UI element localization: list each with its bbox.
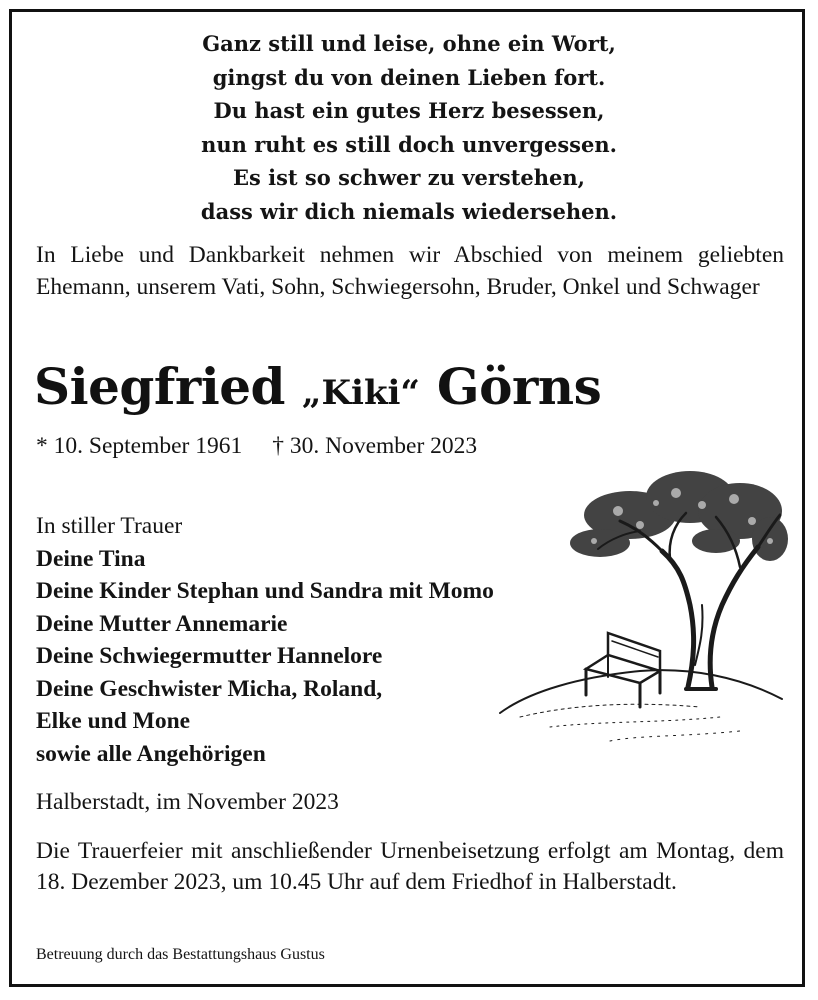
poem-line: Ganz still und leise, ohne ein Wort, <box>202 31 616 56</box>
poem-line: gingst du von deinen Lieben fort. <box>212 64 606 90</box>
mourner-line: sowie alle Angehörigen <box>36 740 266 767</box>
mourner-line: Deine Kinder Stephan und Sandra mit Momo <box>36 578 494 604</box>
undertaker-credit: Betreuung durch das Bestattungshaus Gustus <box>36 946 325 963</box>
poem-line: Es ist so schwer zu verstehen, <box>232 165 585 190</box>
mourner-line: Deine Schwiegermutter Hannelore <box>36 643 383 669</box>
mourner-line: Elke und Mone <box>36 708 191 734</box>
death-date: † 30. November 2023 <box>272 433 478 459</box>
birth-date: * 10. September 1961 <box>36 433 243 459</box>
tree-trunk <box>662 551 694 687</box>
poem-line: Du hast ein gutes Herz besessen, <box>213 98 605 123</box>
poem-line: nun ruht es still doch unvergessen. <box>201 131 617 157</box>
mourner-line: Deine Geschwister Micha, Roland, <box>36 675 383 702</box>
tree-foliage <box>570 471 788 561</box>
first-name: Siegfried <box>34 357 285 416</box>
mourners-list <box>36 510 494 770</box>
life-dates <box>36 431 477 461</box>
deceased-name <box>34 352 601 428</box>
tree-with-bench-illustration <box>490 455 790 755</box>
mourner-line: Deine Mutter Annemarie <box>36 610 288 637</box>
place-and-date: Halberstadt, im November 2023 <box>36 789 339 815</box>
memorial-poem <box>0 27 818 228</box>
mourners-intro: In stiller Trauer <box>36 513 183 539</box>
funeral-service-info: Die Trauerfeier mit anschließender Urnenbeisetzung erfolgt am Montag, dem 18. Dezember 2023, um 10.45 Uhr auf dem Friedhof in Halberstadt. <box>36 838 784 895</box>
mourner-line: Deine Tina <box>36 545 146 572</box>
farewell-intro: In Liebe und Dankbarkeit nehmen wir Abschied von meinem geliebten Ehemann, unserem Vati, Sohn, Schwiegersohn, Bruder, Onkel und Schwager <box>36 242 784 300</box>
last-name: Görns <box>436 357 602 416</box>
nickname: „Kiki“ <box>301 373 420 413</box>
poem-line: dass wir dich niemals wiedersehen. <box>200 198 618 224</box>
